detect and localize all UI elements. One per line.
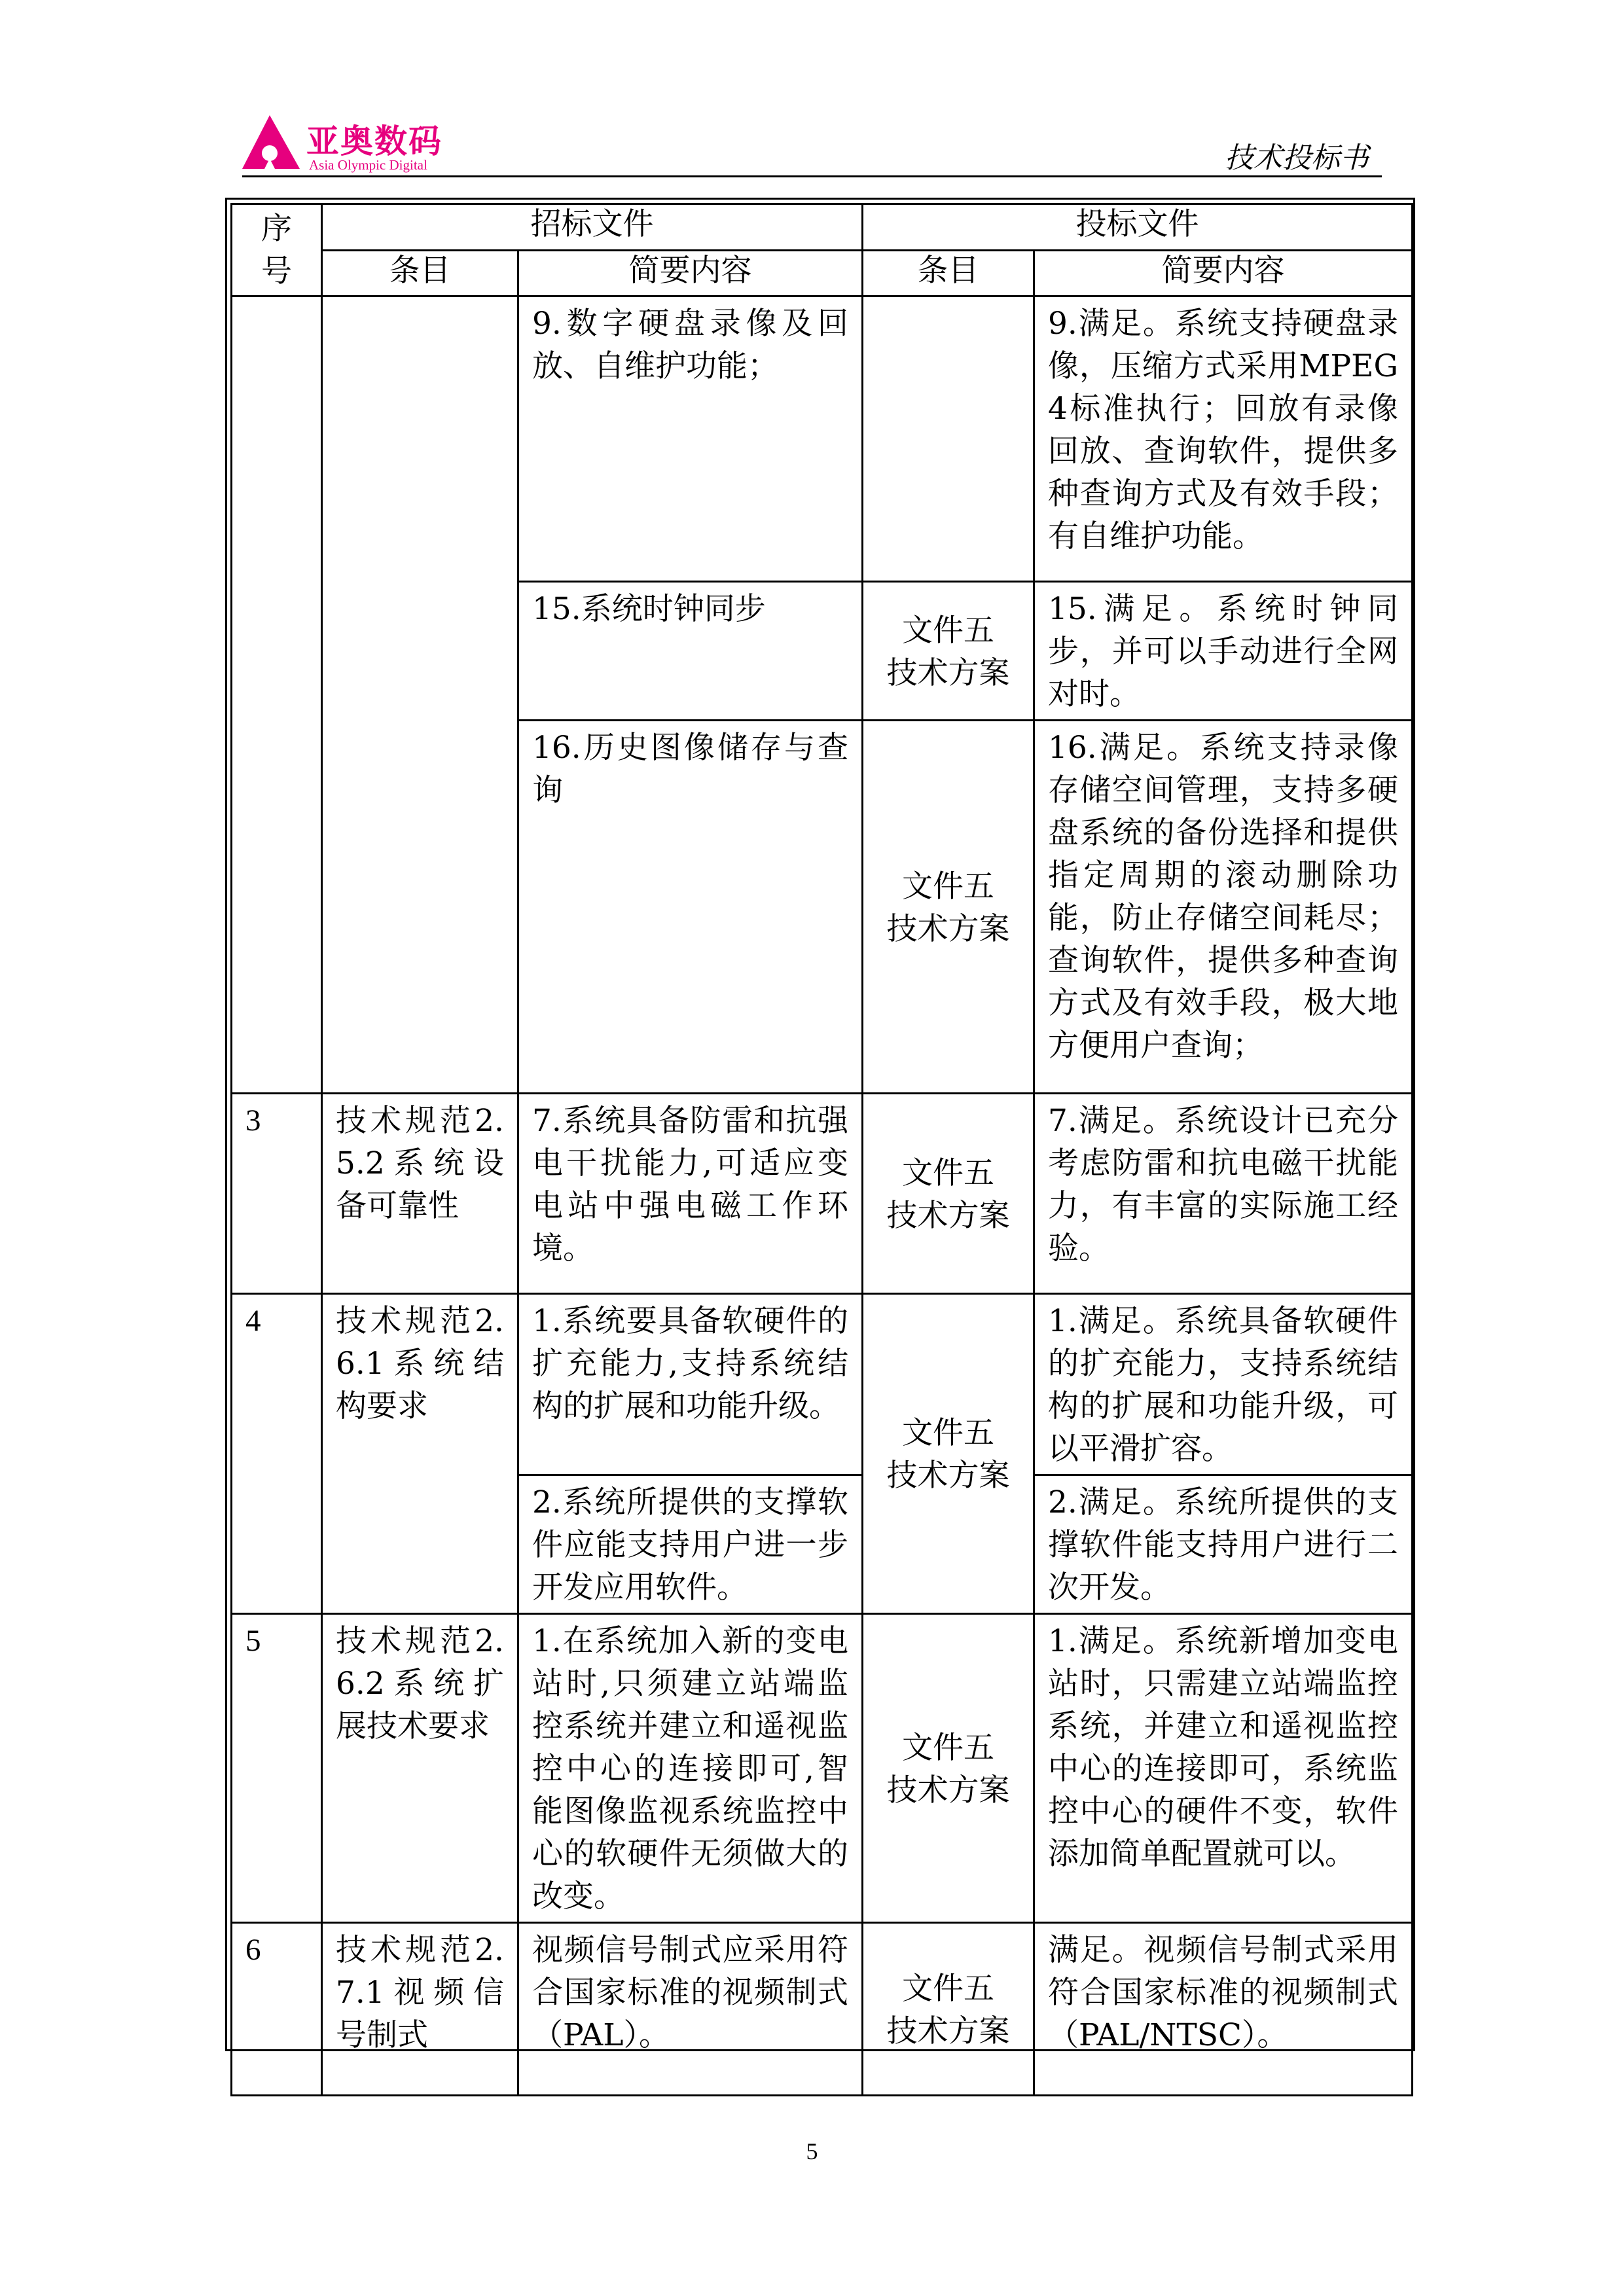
cell-tender-content: 1.在系统加入新的变电站时,只须建立站端监控系统并建立和遥视监控中心的连接即可,智能图像监视系统监控中心的软硬件无须做大的改变。 — [518, 1614, 863, 1923]
cell-tender-content: 7.系统具备防雷和抗强电干扰能力,可适应变电站中强电磁工作环境。 — [518, 1094, 863, 1294]
cell-tender-item: 技术规范2.5.2系统设备可靠性 — [322, 1094, 518, 1294]
cell-bid-content: 9.满足。系统支持硬盘录像，压缩方式采用MPEG4标准执行；回放有录像回放、查询软件，提供多种查询方式及有效手段；有自维护功能。 — [1034, 296, 1413, 582]
company-logo — [241, 111, 457, 177]
header-tender-summary: 简要内容 — [518, 250, 863, 296]
cell-bid-item: 文件五 技术方案 — [863, 1923, 1034, 2096]
table-row — [232, 1294, 1413, 1475]
header-bid-summary: 简要内容 — [1034, 250, 1413, 296]
cell-tender-item: 技术规范2.7.1视频信号制式 — [322, 1923, 518, 2096]
cell-bid-content: 1.满足。系统具备软硬件的扩充能力，支持系统结构的扩展和功能升级，可以平滑扩容。 — [1034, 1294, 1413, 1475]
table-header-row-1 — [232, 204, 1413, 251]
table-header-row-2 — [232, 250, 1413, 296]
cell-seq — [232, 296, 322, 1094]
cell-bid-content: 15.满足。系统时钟同步，并可以手动进行全网对时。 — [1034, 582, 1413, 721]
cell-bid-item: 文件五 技术方案 — [863, 1094, 1034, 1294]
table-row — [232, 296, 1413, 582]
header-tender: 招标文件 — [322, 204, 863, 251]
table-row — [232, 1094, 1413, 1294]
cell-bid-item: 文件五 技术方案 — [863, 582, 1034, 721]
cell-tender-content: 15.系统时钟同步 — [518, 582, 863, 721]
cell-seq: 4 — [232, 1294, 322, 1614]
header-seq — [232, 204, 322, 296]
document-title: 技术投标书 — [1225, 141, 1369, 175]
cell-tender-content: 16.历史图像储存与查询 — [518, 721, 863, 1094]
logo-text-en: Asia Olympic Digital — [309, 157, 427, 173]
header-tender-item: 条目 — [322, 250, 518, 296]
cell-tender-content: 9.数字硬盘录像及回放、自维护功能； — [518, 296, 863, 582]
cell-bid-content: 满足。视频信号制式采用符合国家标准的视频制式（PAL/NTSC）。 — [1034, 1923, 1413, 2096]
cell-tender-content: 1.系统要具备软硬件的扩充能力,支持系统结构的扩展和功能升级。 — [518, 1294, 863, 1475]
table-row — [232, 1614, 1413, 1923]
cell-bid-content: 7.满足。系统设计已充分考虑防雷和抗电磁干扰能力，有丰富的实际施工经验。 — [1034, 1094, 1413, 1294]
cell-bid-item: 文件五 技术方案 — [863, 1614, 1034, 1923]
cell-bid-content: 1.满足。系统新增加变电站时，只需建立站端监控系统，并建立和遥视监控中心的连接即可，系统监控中心的硬件不变，软件添加简单配置就可以。 — [1034, 1614, 1413, 1923]
cell-bid-content: 16.满足。系统支持录像存储空间管理，支持多硬盘系统的备份选择和提供指定周期的滚动删除功能，防止存储空间耗尽；查询软件，提供多种查询方式及有效手段，极大地方便用户查询； — [1034, 721, 1413, 1094]
cell-seq: 3 — [232, 1094, 322, 1294]
header-rule — [242, 175, 1382, 177]
cell-bid-item: 文件五 技术方案 — [863, 1294, 1034, 1614]
logo-triangle-icon — [241, 111, 304, 174]
cell-seq: 6 — [232, 1923, 322, 2096]
logo-text-cn: 亚奥数码 — [306, 122, 442, 160]
cell-tender-item — [322, 296, 518, 1094]
page-number: 5 — [806, 2138, 818, 2164]
header-bid: 投标文件 — [863, 204, 1413, 251]
header-bid-item: 条目 — [863, 250, 1034, 296]
cell-bid-content: 2.满足。系统所提供的支撑软件能支持用户进行二次开发。 — [1034, 1475, 1413, 1614]
cell-tender-content: 2.系统所提供的支撑软件应能支持用户进一步开发应用软件。 — [518, 1475, 863, 1614]
compliance-table — [230, 203, 1413, 2096]
cell-bid-item — [863, 296, 1034, 582]
cell-tender-content: 视频信号制式应采用符合国家标准的视频制式（PAL）。 — [518, 1923, 863, 2096]
cell-bid-item: 文件五 技术方案 — [863, 721, 1034, 1094]
table-row — [232, 1923, 1413, 2096]
cell-seq: 5 — [232, 1614, 322, 1923]
header-seq-text: 序号 — [261, 211, 292, 289]
cell-tender-item: 技术规范2.6.2系统扩展技术要求 — [322, 1614, 518, 1923]
cell-tender-item: 技术规范2.6.1系统结构要求 — [322, 1294, 518, 1614]
